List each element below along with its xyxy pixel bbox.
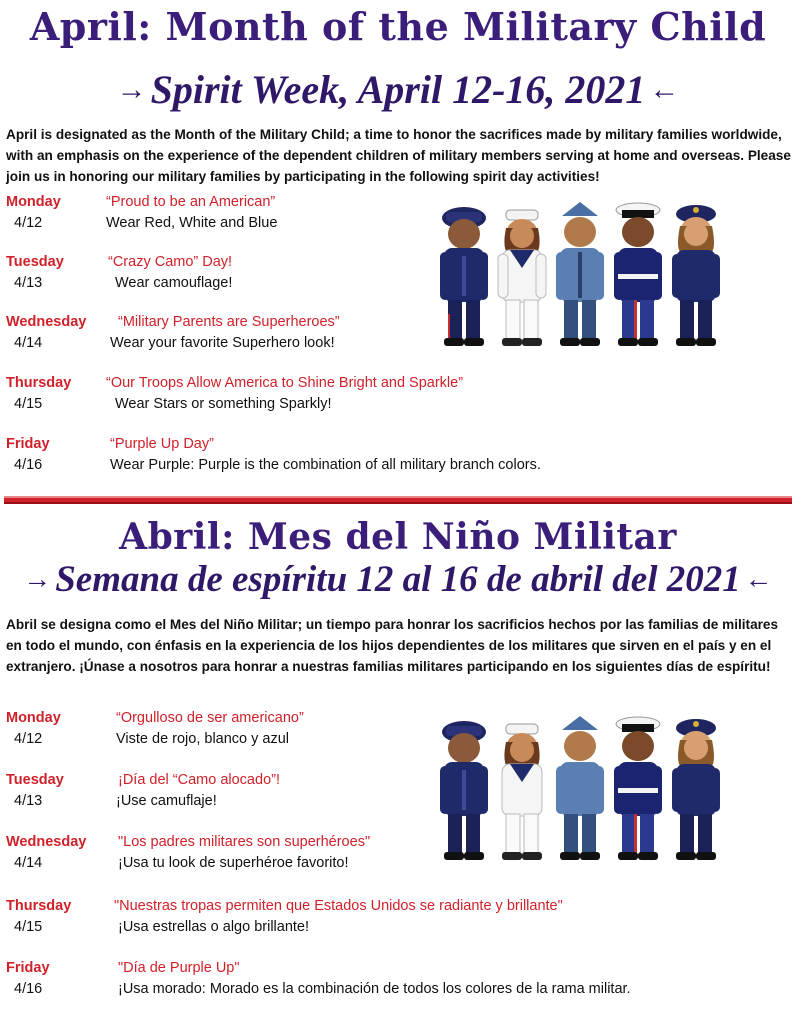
military-kids-illustration-2 <box>436 710 728 862</box>
marine-kid-icon <box>614 717 662 860</box>
day-name: Monday <box>6 194 61 210</box>
day-theme: “Our Troops Allow America to Shine Bright and Sparkle” <box>106 375 464 391</box>
day-description: Wear your favorite Superhero look! <box>110 335 335 351</box>
army-kid-icon <box>440 207 488 346</box>
day-description: Viste de rojo, blanco y azul <box>116 731 290 747</box>
day-theme: "Día de Purple Up" <box>118 960 240 976</box>
day-date: 4/15 <box>14 919 43 935</box>
arrow-right-icon: → <box>23 563 52 595</box>
day-description: Wear Red, White and Blue <box>106 215 278 231</box>
day-date: 4/16 <box>14 981 43 997</box>
day-name: Wednesday <box>6 314 87 330</box>
military-kids-illustration <box>436 196 728 348</box>
day-theme: "Los padres militares son superhéroes" <box>118 834 371 850</box>
spanish-subtitle <box>0 558 796 601</box>
subtitle-text: Semana de espíritu 12 al 16 de abril del 2021 <box>55 559 741 600</box>
spanish-title: Abril: Mes del Niño Militar <box>119 516 677 558</box>
navy-kid-icon <box>502 724 542 860</box>
coast-guard-kid-icon <box>672 205 720 346</box>
day-date: 4/16 <box>14 457 43 473</box>
day-description: ¡Usa tu look de superhéroe favorito! <box>118 855 349 871</box>
spanish-intro-paragraph: Abril se designa como el Mes del Niño Militar; un tiempo para honrar los sacrificios hechos por las familias de militares en todo el mundo, con énfasis en la experiencia de los hijos dependientes de los militares que sirven en el país y en el extranjero. ¡Únase a nosotros para honrar a nuestras familias militares participando en los siguientes días de espíritu! <box>6 617 779 674</box>
day-description: ¡Usa morado: Morado es la combinación de todos los colores de la rama militar. <box>118 981 631 997</box>
day-description: Wear Stars or something Sparkly! <box>115 396 332 412</box>
day-date: 4/14 <box>14 335 43 351</box>
spirit-week-subtitle <box>0 66 796 113</box>
day-date: 4/14 <box>14 855 43 871</box>
day-theme: “Orgulloso de ser americano” <box>116 710 304 726</box>
day-name: Friday <box>6 960 50 976</box>
day-name: Monday <box>6 710 61 726</box>
day-description: Wear Purple: Purple is the combination of all military branch colors. <box>110 457 541 473</box>
day-description: Wear camouflage! <box>115 275 233 291</box>
day-theme: “Crazy Camo” Day! <box>108 254 233 270</box>
air-force-kid-icon <box>556 716 604 860</box>
day-name: Thursday <box>6 898 72 914</box>
arrow-left-icon: ← <box>744 563 773 595</box>
air-force-kid-icon <box>556 202 604 346</box>
day-description: ¡Use camuflaje! <box>116 793 217 809</box>
english-section <box>0 0 796 490</box>
day-theme: ¡Día del “Camo alocado”! <box>118 772 280 788</box>
day-theme: "Nuestras tropas permiten que Estados Unidos se radiante y brillante" <box>114 898 563 914</box>
spanish-section <box>0 510 796 1024</box>
arrow-left-icon: ← <box>649 73 680 107</box>
day-name: Tuesday <box>6 254 64 270</box>
navy-kid-icon <box>498 210 546 346</box>
day-theme: “Proud to be an American” <box>106 194 276 210</box>
army-kid-icon <box>440 721 488 860</box>
day-theme: “Purple Up Day” <box>110 436 214 452</box>
day-date: 4/13 <box>14 793 43 809</box>
day-date: 4/15 <box>14 396 43 412</box>
page-title: April: Month of the Military Child <box>29 4 767 49</box>
day-name: Wednesday <box>6 834 87 850</box>
marine-kid-icon <box>614 203 662 346</box>
day-name: Thursday <box>6 375 72 391</box>
coast-guard-kid-icon <box>672 719 720 860</box>
arrow-right-icon: → <box>116 73 147 107</box>
subtitle-text: Spirit Week, April 12-16, 2021 <box>150 67 646 112</box>
day-name: Tuesday <box>6 772 64 788</box>
day-description: ¡Usa estrellas o algo brillante! <box>118 919 310 935</box>
day-date: 4/12 <box>14 215 43 231</box>
day-theme: “Military Parents are Superheroes” <box>118 314 340 330</box>
intro-paragraph: April is designated as the Month of the Military Child; a time to honor the sacrifices made by military families worldwide, with an emphasis on the experience of the dependent children of military members serving at home and overseas. Please join us in honoring our military families by participating in the following spirit day activities! <box>6 127 791 184</box>
day-date: 4/13 <box>14 275 43 291</box>
day-date: 4/12 <box>14 731 43 747</box>
day-name: Friday <box>6 436 50 452</box>
section-divider <box>4 496 792 504</box>
